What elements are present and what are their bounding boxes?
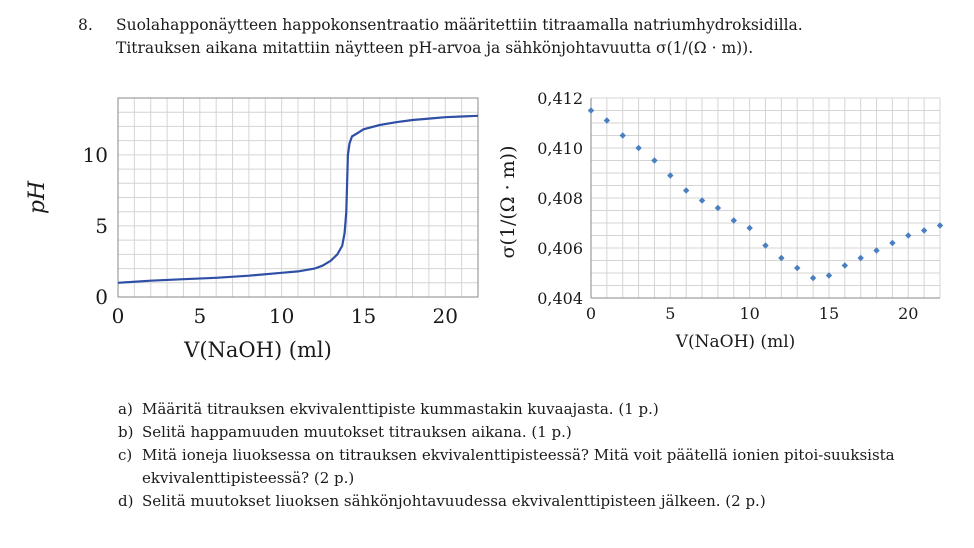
subquestion-d bbox=[118, 490, 938, 513]
data-point bbox=[635, 145, 641, 151]
data-point bbox=[651, 157, 657, 163]
x-tick-label: 0 bbox=[111, 304, 125, 328]
x-tick-label: 0 bbox=[585, 304, 597, 323]
question-text bbox=[116, 14, 958, 60]
data-point bbox=[588, 107, 594, 113]
subquestion-c bbox=[118, 444, 938, 490]
x-tick-label: 20 bbox=[898, 304, 919, 323]
ph-tick-labels bbox=[83, 143, 458, 328]
data-point bbox=[889, 240, 895, 246]
ph-x-axis-label: V(NaOH) (ml) bbox=[184, 338, 332, 362]
conductivity-grid bbox=[591, 98, 940, 298]
subquestion-label: b) bbox=[118, 423, 134, 441]
subquestion-label: c) bbox=[118, 446, 133, 464]
conductivity-y-axis-label: σ(1/(Ω · m)) bbox=[497, 145, 519, 259]
conductivity-x-axis-label: V(NaOH) (ml) bbox=[675, 332, 796, 352]
y-tick-label: 0,408 bbox=[537, 189, 583, 208]
y-tick-label: 0 bbox=[95, 285, 108, 309]
question-line-2: Titrauksen aikana mitattiin näytteen pH-arvoa ja sähkönjohtavuutta σ(1/(Ω · m)). bbox=[116, 39, 754, 57]
question-number: 8. bbox=[78, 16, 93, 34]
data-point bbox=[842, 262, 848, 268]
y-tick-label: 0,406 bbox=[537, 239, 583, 258]
subquestion-label: a) bbox=[118, 400, 133, 418]
x-tick-label: 5 bbox=[193, 304, 207, 328]
data-point bbox=[794, 265, 800, 271]
x-tick-label: 5 bbox=[665, 304, 676, 323]
y-tick-label: 5 bbox=[95, 213, 108, 238]
ph-chart bbox=[20, 88, 490, 390]
subquestion-b bbox=[118, 421, 938, 444]
data-point bbox=[746, 225, 752, 231]
data-point bbox=[683, 187, 689, 193]
x-tick-label: 15 bbox=[818, 304, 840, 323]
subquestion-text: Selitä happamuuden muutokset titrauksen aikana. (1 p.) bbox=[142, 423, 572, 441]
subquestions-list bbox=[118, 398, 938, 513]
data-point bbox=[921, 227, 927, 233]
subquestion-label: d) bbox=[118, 492, 134, 510]
y-tick-label: 0,410 bbox=[537, 139, 583, 158]
data-point bbox=[810, 275, 816, 281]
y-tick-label: 10 bbox=[82, 142, 108, 167]
ph-y-axis-label: pH bbox=[25, 180, 50, 215]
subquestion-text: Selitä muutokset liuoksen sähkönjohtavuudessa ekvivalenttipisteen jälkeen. (2 p.) bbox=[142, 492, 766, 510]
conductivity-chart bbox=[494, 86, 954, 378]
data-point bbox=[905, 232, 911, 238]
conductivity-tick-labels bbox=[537, 89, 918, 323]
y-tick-label: 0,412 bbox=[537, 89, 583, 108]
subquestion-text: Määritä titrauksen ekvivalenttipiste kummastakin kuvaajasta. (1 p.) bbox=[142, 400, 659, 418]
x-tick-label: 10 bbox=[739, 304, 760, 323]
x-tick-label: 15 bbox=[350, 304, 377, 328]
subquestion-a bbox=[118, 398, 938, 421]
ph-grid bbox=[118, 98, 478, 297]
x-tick-label: 20 bbox=[432, 304, 458, 328]
y-tick-label: 0,404 bbox=[537, 289, 583, 308]
data-point bbox=[620, 132, 626, 138]
x-tick-label: 10 bbox=[268, 304, 295, 328]
subquestion-text: Mitä ioneja liuoksessa on titrauksen ekvivalenttipisteessä? Mitä voit päätellä ionien pitoi-suuksista ekvivalenttipisteessä? (2 p.) bbox=[142, 446, 895, 487]
question-line-1: Suolahapponäytteen happokonsentraatio määritettiin titraamalla natriumhydroksidilla. bbox=[116, 16, 803, 34]
